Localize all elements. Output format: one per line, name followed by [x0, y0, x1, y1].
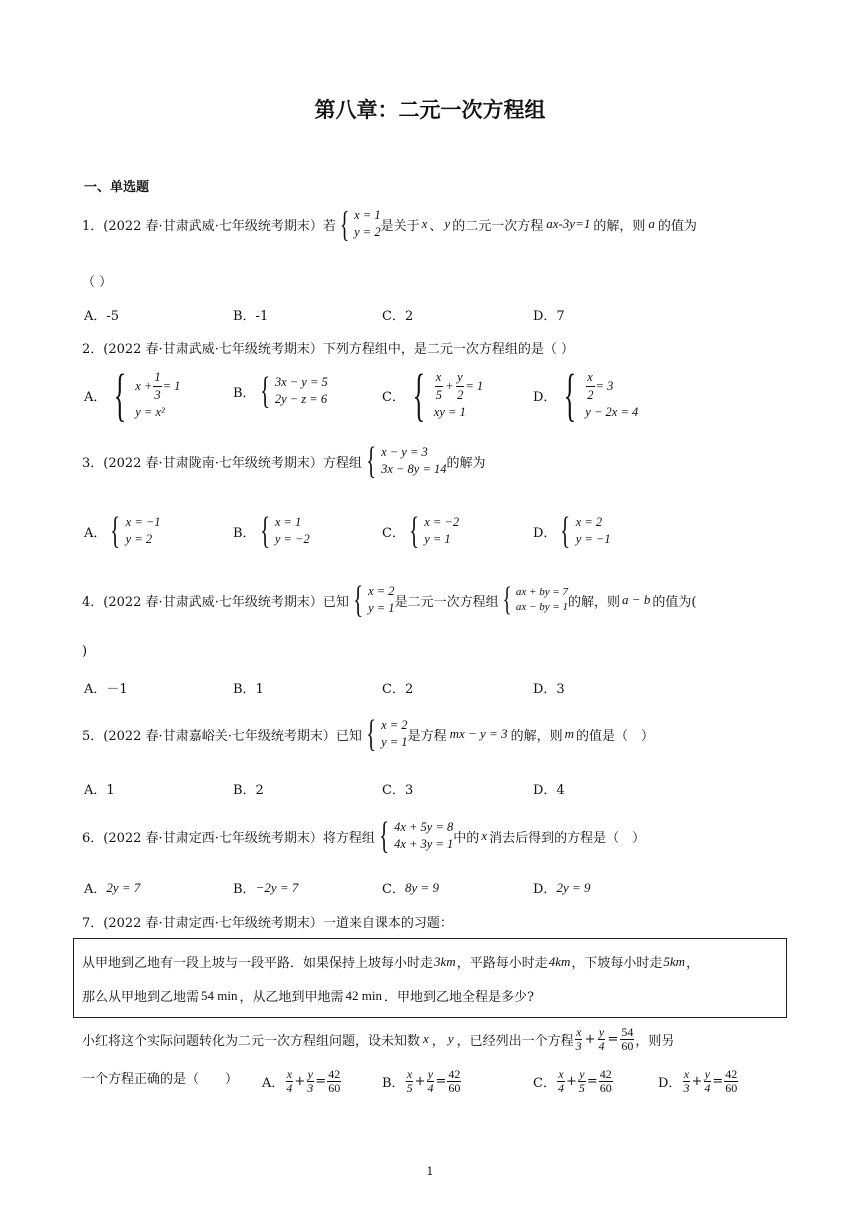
q1-end: 的值为: [657, 218, 697, 234]
q7-l2-time2: 42 min: [345, 987, 382, 1003]
q7-line3: [82, 1026, 674, 1052]
q7-box-line1: [82, 952, 699, 971]
q1-sys-row2: y = 2: [354, 225, 381, 239]
q7-l2-a: 那么从甲地到乙地需: [82, 990, 200, 1005]
q7-eq-d2: 4: [598, 1038, 605, 1053]
q1-var-x: x: [421, 216, 428, 231]
q6-suffix: 消去后得到的方程是（ ）: [489, 830, 646, 846]
q7a-plus: +: [294, 1073, 306, 1089]
q2a-den: 3: [154, 388, 161, 403]
q2c-post: = 1: [465, 379, 484, 394]
q7d-equals: =: [712, 1073, 724, 1089]
q7-l1-b: ，平路每小时走: [456, 956, 548, 971]
q5-var-m: m: [564, 726, 574, 741]
q6-option-b-eq: −2y = 7: [255, 879, 299, 895]
q4-option-a: A．－1: [84, 682, 128, 697]
q1-prefix: 1．(2022 春·甘肃武威·七年级统考期末）若: [82, 218, 336, 234]
q5-sys-row1: x = 2: [381, 718, 408, 733]
q7d-n2: y: [704, 1067, 710, 1081]
q2c-r2: xy = 1: [433, 404, 466, 419]
q2a-r1-post: = 1: [162, 379, 181, 394]
q7-eq-n3: 54: [621, 1025, 634, 1039]
q7-l3-x: x: [423, 1031, 429, 1047]
q7d-n3: 42: [725, 1067, 738, 1081]
q2a-num: 1: [153, 369, 161, 387]
q1-option-d: D．7: [533, 309, 565, 324]
q7-l3-a: 小红将这个实际问题转化为二元一次方程组问题，设未知数: [82, 1033, 421, 1049]
q7-l2-time1: 54 min: [201, 987, 238, 1003]
q1-equation: ax-3y=1: [546, 216, 591, 231]
q6-option-b: [233, 878, 298, 897]
page-number: 1: [426, 1165, 434, 1178]
q3b-r2: y = −2: [274, 532, 310, 546]
q7c-equals: =: [586, 1073, 598, 1089]
q2b-r1: 3x − y = 5: [274, 375, 328, 390]
q7-l3-c: ，则另: [635, 1033, 675, 1049]
q7d-d1: 3: [683, 1080, 690, 1095]
q7b-equals: =: [435, 1073, 447, 1089]
q2a-r1-pre: x +: [135, 379, 153, 394]
q2-label-d: D．: [533, 389, 557, 405]
q7d-d2: 4: [704, 1080, 711, 1095]
q7d-n1: x: [683, 1067, 690, 1081]
q7-eq-d1: 3: [575, 1038, 582, 1053]
q1-sep: 、: [429, 218, 443, 234]
q7c-n1: x: [558, 1067, 564, 1081]
q3-sys-row2: 3x − 8y = 14: [381, 462, 447, 476]
q7c-d2: 5: [578, 1080, 585, 1095]
q2b-r2: 2y − z = 6: [274, 392, 328, 406]
question-3: 3．(2022 春·甘肃陇南·七年级统考期末）方程组 { x − y = 3 3x − 8y = 14 的解为: [82, 440, 486, 482]
q6-mid: 中的: [453, 830, 480, 846]
q7-option-c: [533, 1068, 614, 1094]
q7c-d3: 60: [599, 1080, 612, 1095]
q1-mid2: 的二元一次方程: [452, 218, 544, 234]
q6-sys-row2: 4x + 3y = 1: [394, 837, 454, 851]
q2c-n2: y: [456, 369, 464, 387]
q7a-d3: 60: [328, 1080, 341, 1095]
q5-suffix: 的值是（ ）: [575, 728, 654, 744]
q2-label-a: A．: [84, 389, 107, 405]
q7a-equals: =: [315, 1073, 327, 1089]
q7b-n3: 42: [448, 1067, 461, 1081]
q2d-r2: y − 2x = 4: [585, 404, 639, 419]
q7-box-line2: [82, 986, 534, 1005]
q2c-op: +: [446, 379, 454, 394]
q7-l4-a: 一个方程正确的是（ ）: [82, 1072, 239, 1087]
q7a-n3: 42: [328, 1067, 341, 1081]
q6-label-d: D．: [533, 882, 557, 897]
q5-option-b: B．2: [233, 783, 264, 798]
q6-option-d-eq: 2y = 9: [556, 879, 591, 895]
q4-mid: 是二元一次方程组: [394, 594, 499, 610]
q5-sys-row2: y = 1: [381, 735, 408, 749]
q3a-r1: x = −1: [125, 515, 161, 530]
q7-l3-sep: ，: [431, 1033, 445, 1049]
q4-sys1-row2: y = 1: [368, 601, 395, 615]
q5-option-c: C．3: [382, 783, 414, 798]
q3-label-d: D．: [533, 525, 557, 541]
q2d-den: 2: [587, 388, 594, 403]
q5-prefix: 5．(2022 春·甘肃嘉峪关·七年级统考期末）已知: [82, 728, 362, 744]
q7-label-d: D．: [658, 1075, 682, 1091]
q3c-r1: x = −2: [424, 515, 460, 530]
q2-option-d: D． { $\frac{x}{2}$ = 3 y − 2x = 4: [533, 362, 639, 427]
q7c-n3: 42: [599, 1067, 612, 1081]
q1-mid1: 是关于: [380, 218, 420, 234]
section-heading: 一、单选题: [84, 180, 150, 195]
q6-label-a: A．: [84, 882, 107, 897]
q7a-d1: 4: [286, 1080, 293, 1095]
q7-l1-speed-up: 3km: [434, 953, 456, 969]
q3a-r2: y = 2: [125, 532, 153, 546]
q1-option-c: C．2: [382, 309, 414, 324]
q6-option-c: [382, 878, 439, 897]
q1-option-b: B．-1: [233, 309, 269, 324]
q1-var-a: a: [648, 216, 655, 231]
q2-label-c: C．: [382, 389, 405, 405]
q1-answer-paren: （ ）: [82, 275, 113, 290]
q7-line4: [82, 1068, 238, 1087]
q2d-num: x: [586, 369, 594, 387]
q4-option-b: B．1: [233, 682, 264, 697]
q6-label-c: C．: [382, 882, 405, 897]
q2-label-b: B．: [233, 385, 256, 401]
question-6: 6．(2022 春·甘肃定西·七年级统考期末）将方程组 { 4x + 5y = 8 4x + 3y = 1 中的 x 消去后得到的方程是（ ）: [82, 815, 646, 857]
q4-sys2-row1: ax + by = 7: [515, 586, 569, 599]
question-1: [82, 206, 697, 242]
q7-l1-speed-flat: 4km: [548, 953, 571, 969]
q7c-plus: +: [565, 1073, 577, 1089]
q1-var-y: y: [444, 216, 451, 231]
q3d-r2: y = −1: [575, 532, 611, 546]
q6-option-a: [84, 878, 140, 897]
q1-mid3: 的解，则: [593, 218, 646, 234]
q7-l3-b: ，已经列出一个方程: [456, 1033, 574, 1049]
q3d-r1: x = 2: [575, 515, 603, 530]
q5-equation: mx − y = 3: [449, 726, 508, 741]
q2d-post: = 3: [595, 379, 614, 394]
question-2: 2．(2022 春·甘肃武威·七年级统考期末）下列方程组中，是二元一次方程组的是（ ）: [82, 342, 574, 357]
q3-sys-row1: x − y = 3: [381, 445, 428, 460]
q3-suffix: 的解为: [446, 455, 486, 471]
q4-suffix2: 的值为(: [652, 594, 697, 610]
q7-l1-c: ，下坡每小时走: [571, 956, 663, 971]
q6-option-c-eq: 8y = 9: [404, 879, 439, 895]
q4-sys1-row1: x = 2: [368, 584, 395, 599]
q2-option-b: B． { 3x − y = 5 2y − z = 6: [233, 370, 328, 412]
q7-label-b: B．: [382, 1075, 405, 1091]
q7-option-b: [382, 1068, 462, 1094]
q7-option-a: [262, 1068, 342, 1094]
q7-eq-equals: =: [607, 1031, 619, 1047]
q3-prefix: 3．(2022 春·甘肃陇南·七年级统考期末）方程组: [82, 455, 362, 471]
question-5: 5．(2022 春·甘肃嘉峪关·七年级统考期末）已知 { x = 2 y = 1 是方程 mx − y = 3 的解，则 m 的值是（ ）: [82, 713, 654, 755]
q7-option-d: [658, 1068, 739, 1094]
q7-eq-plus: +: [584, 1031, 596, 1047]
q7-l2-c: ．甲地到乙地全程是多少?: [384, 990, 534, 1005]
q2c-d1: 5: [435, 388, 443, 403]
q4-prefix: 4．(2022 春·甘肃武威·七年级统考期末）已知: [82, 594, 349, 610]
q7c-d1: 4: [557, 1080, 564, 1095]
q4-continuation: ): [82, 644, 88, 659]
q3-label-a: A．: [84, 525, 107, 541]
q7d-d3: 60: [725, 1080, 738, 1095]
q6-var-x: x: [481, 828, 488, 843]
q7a-n1: x: [286, 1067, 293, 1081]
q3b-r1: x = 1: [274, 515, 302, 530]
q4-option-d: D．3: [533, 682, 565, 697]
q7a-n2: y: [307, 1067, 313, 1081]
q2a-fraction: [153, 369, 161, 404]
q7b-d3: 60: [448, 1080, 461, 1095]
q4-suffix1: 的解，则: [568, 594, 621, 610]
q7-eq-n1: x: [575, 1025, 582, 1039]
q7d-plus: +: [691, 1073, 703, 1089]
q5-mid: 是方程: [407, 728, 447, 744]
q7-l1-d: ，: [686, 956, 700, 971]
q2c-n1: x: [435, 369, 443, 387]
q7b-n2: y: [427, 1067, 434, 1081]
textbook-problem-box: [73, 938, 787, 1018]
q7b-plus: +: [414, 1073, 426, 1089]
q4-option-c: C．2: [382, 682, 414, 697]
q3-option-c: C． { x = −2 y = 1: [382, 510, 460, 552]
q2a-r2: y = x²: [135, 404, 165, 419]
q1-system: { x = 1 y = 2: [339, 204, 381, 244]
page-title: 第八章：二元一次方程组: [314, 98, 546, 122]
q2-option-c: C． { $\frac{x}{5}$ + $\frac{y}{2}$ = 1 xy = 1: [382, 362, 484, 427]
q7-given-equation: [574, 1026, 636, 1052]
q7-label-c: C．: [533, 1075, 556, 1091]
q3-option-d: D． { x = 2 y = −1: [533, 510, 611, 552]
q1-sys-row1: x = 1: [354, 208, 381, 223]
q6-label-b: B．: [233, 882, 256, 897]
q5-option-d: D．4: [533, 783, 565, 798]
q3-label-b: B．: [233, 525, 256, 541]
q3-option-a: A． { x = −1 y = 2: [84, 510, 161, 552]
q2c-d2: 2: [457, 388, 464, 403]
q7a-d2: 3: [307, 1080, 314, 1095]
q3c-r2: y = 1: [424, 532, 451, 546]
q7b-n1: x: [406, 1067, 413, 1081]
q2-option-a: A． { x + $\frac{1}{3}$ = 1 y = x²: [84, 362, 181, 427]
q7-l2-b: ，从乙地到甲地需: [239, 990, 344, 1005]
q3-option-b: B． { x = 1 y = −2: [233, 510, 310, 552]
q3-label-c: C．: [382, 525, 405, 541]
q6-prefix: 6．(2022 春·甘肃定西·七年级统考期末）将方程组: [82, 830, 375, 846]
question-4: 4．(2022 春·甘肃武威·七年级统考期末）已知 { x = 2 y = 1 是二元一次方程组 { ax + by = 7 ax − by = 1 的解，则 a − b 的值为(: [82, 579, 697, 621]
q7c-n2: y: [579, 1067, 585, 1081]
q4-expression: a − b: [622, 592, 651, 607]
q1-option-a: A．-5: [84, 309, 120, 324]
q5-option-a: A．1: [84, 783, 115, 798]
q5-mid2: 的解，则: [510, 728, 563, 744]
q4-sys2-row2: ax − by = 1: [515, 601, 569, 613]
q6-sys-row1: 4x + 5y = 8: [394, 820, 454, 835]
q7-l1-a: 从甲地到乙地有一段上坡与一段平路．如果保持上坡每小时走: [82, 956, 434, 971]
q7-eq-n2: y: [598, 1025, 605, 1039]
q7-eq-d3: 60: [621, 1038, 634, 1053]
q7-l1-speed-down: 5km: [663, 953, 686, 969]
q7-label-a: A．: [262, 1075, 285, 1091]
q6-option-a-eq: 2y = 7: [106, 879, 141, 895]
q7b-d2: 4: [427, 1080, 434, 1095]
q6-option-d: [533, 878, 590, 897]
question-7: 7．(2022 春·甘肃定西·七年级统考期末）一道来自课本的习题：: [82, 916, 453, 931]
q7-l3-y: y: [447, 1031, 454, 1047]
q7b-d1: 5: [406, 1080, 413, 1095]
